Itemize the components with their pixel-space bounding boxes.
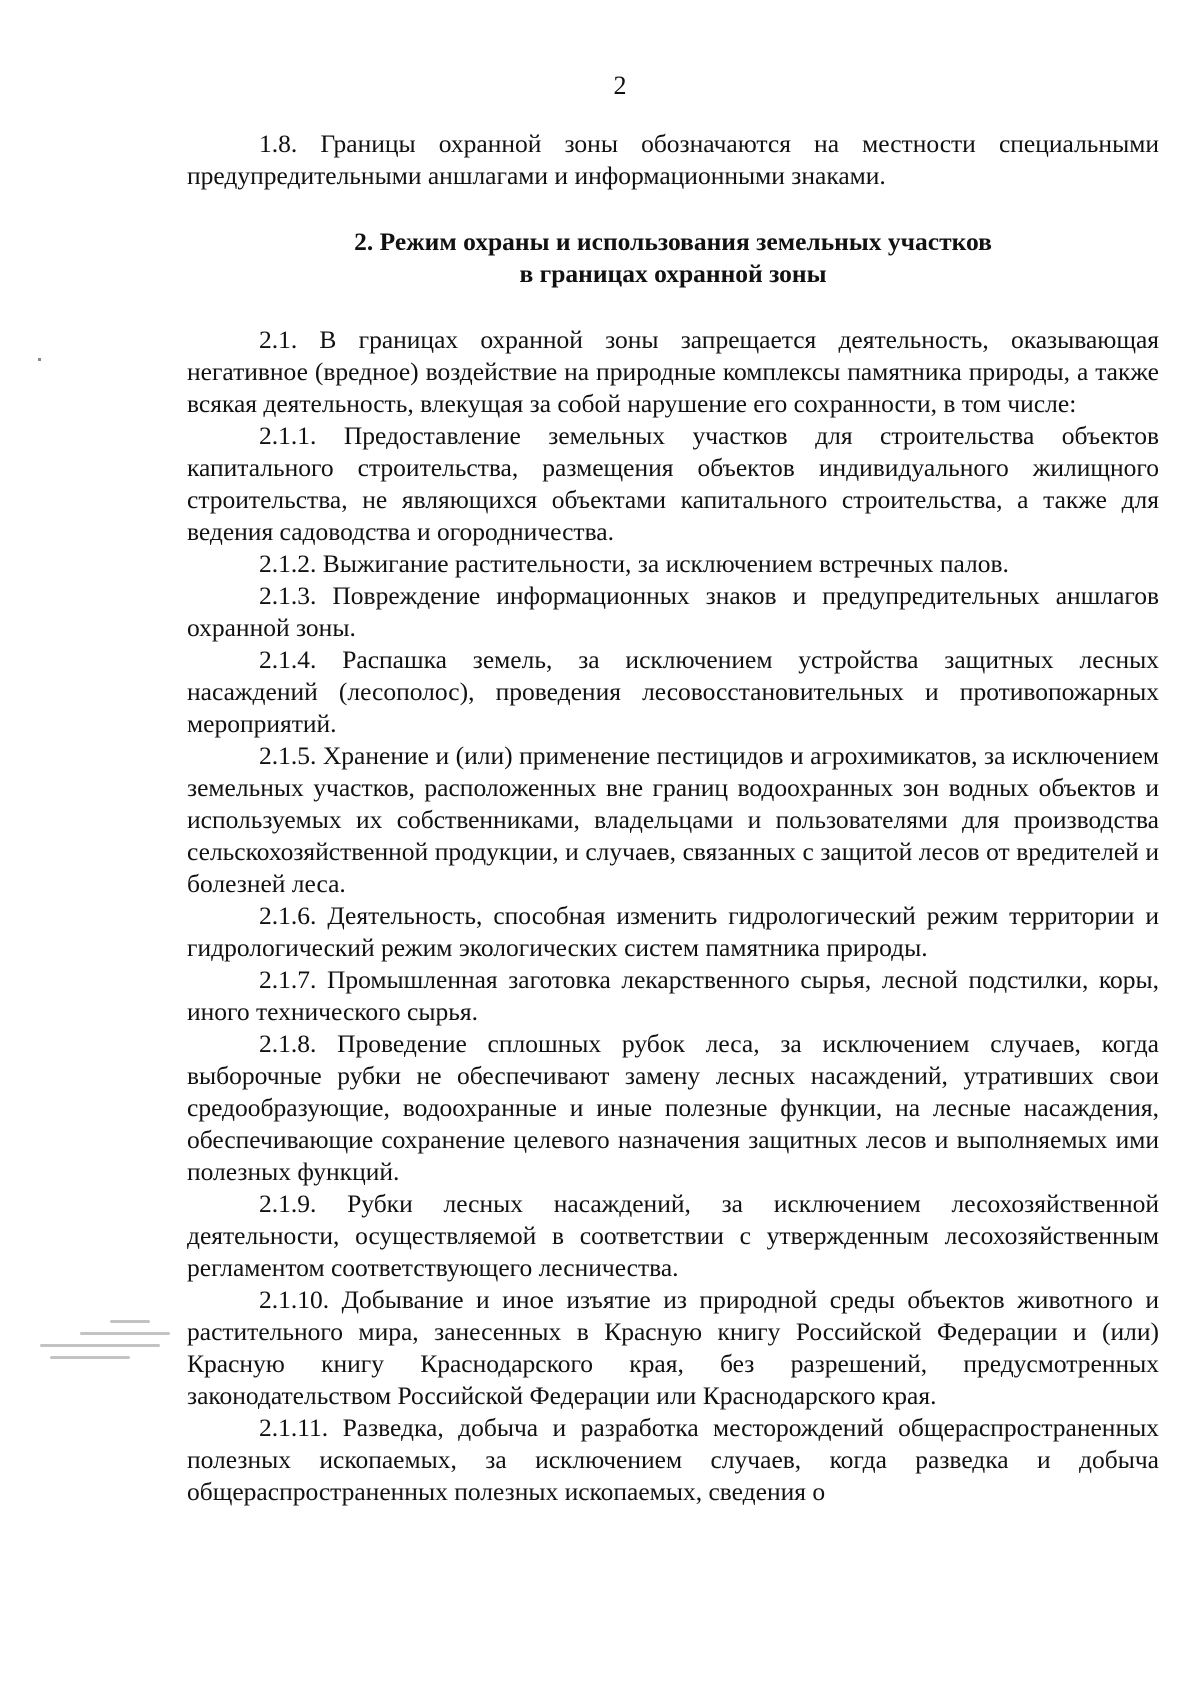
paragraph-2-1-8: 2.1.8. Проведение сплошных рубок леса, за исключением случаев, когда выборочные рубки не обеспечивают замену лесных насаждений, утративших свои средообразующие, водоохранные и иные полезные функции, на лесные насаждения, обеспечивающие сохранение целевого назначения защитных лесов и выполняемых ими полезных функций. bbox=[187, 1029, 1159, 1186]
paragraph-2-1-5: 2.1.5. Хранение и (или) применение пестицидов и агрохимикатов, за исключением земельных участков, расположенных вне границ водоохранных зон водных объектов и используемых их собственниками, владельцами и пользователями для производства сельскохозяйственной продукции, и случаев, связанных с защитой лесов от вредителей и болезней леса. bbox=[187, 741, 1159, 898]
faded-stamp-mark bbox=[40, 1318, 190, 1378]
scan-speck bbox=[38, 358, 41, 361]
paragraph-1-8: 1.8. Границы охранной зоны обозначаются на местности специальными предупредительными аншлагами и информационными знаками. bbox=[187, 129, 1159, 190]
paragraph-2-1-3: 2.1.3. Повреждение информационных знаков и предупредительных аншлагов охранной зоны. bbox=[187, 581, 1159, 642]
page-number: 2 bbox=[613, 71, 627, 100]
section-heading-line-2: в границах охранной зоны bbox=[519, 259, 827, 288]
paragraph-2-1-2: 2.1.2. Выжигание растительности, за исключением встречных палов. bbox=[259, 549, 1009, 578]
paragraph-2-1-6: 2.1.6. Деятельность, способная изменить гидрологический режим территории и гидрологический режим экологических систем памятника природы. bbox=[187, 901, 1159, 962]
document-body bbox=[187, 128, 1159, 1508]
paragraph-2-1: 2.1. В границах охранной зоны запрещается деятельность, оказывающая негативное (вредное) воздействие на природные комплексы памятника природы, а также всякая деятельность, влекущая за собой нарушение его сохранности, в том числе: bbox=[187, 325, 1159, 418]
paragraph-2-1-1: 2.1.1. Предоставление земельных участков для строительства объектов капитального строительства, размещения объектов индивидуального жилищного строительства, не являющихся объектами капитального строительства, а также для ведения садоводства и огородничества. bbox=[187, 421, 1159, 546]
paragraph-2-1-9: 2.1.9. Рубки лесных насаждений, за исключением лесохозяйственной деятельности, осуществляемой в соответствии с утвержденным лесохозяйственным регламентом соответствующего лесничества. bbox=[187, 1189, 1159, 1282]
section-heading-line-1: 2. Режим охраны и использования земельных участков bbox=[354, 227, 992, 256]
paragraph-2-1-7: 2.1.7. Промышленная заготовка лекарственного сырья, лесной подстилки, коры, иного технического сырья. bbox=[187, 965, 1159, 1026]
paragraph-2-1-11: 2.1.11. Разведка, добыча и разработка месторождений общераспространенных полезных ископаемых, за исключением случаев, когда разведка и добыча общераспространенных полезных ископаемых, сведения о bbox=[187, 1413, 1159, 1506]
paragraph-2-1-10: 2.1.10. Добывание и иное изъятие из природной среды объектов животного и растительного мира, занесенных в Красную книгу Российской Федерации и (или) Красную книгу Краснодарского края, без разрешений, предусмотренных законодательством Российской Федерации или Краснодарского края. bbox=[187, 1285, 1159, 1410]
section-heading bbox=[187, 226, 1159, 290]
paragraph-2-1-4: 2.1.4. Распашка земель, за исключением устройства защитных лесных насаждений (лесополос), проведения лесовосстановительных и противопожарных мероприятий. bbox=[187, 645, 1159, 738]
